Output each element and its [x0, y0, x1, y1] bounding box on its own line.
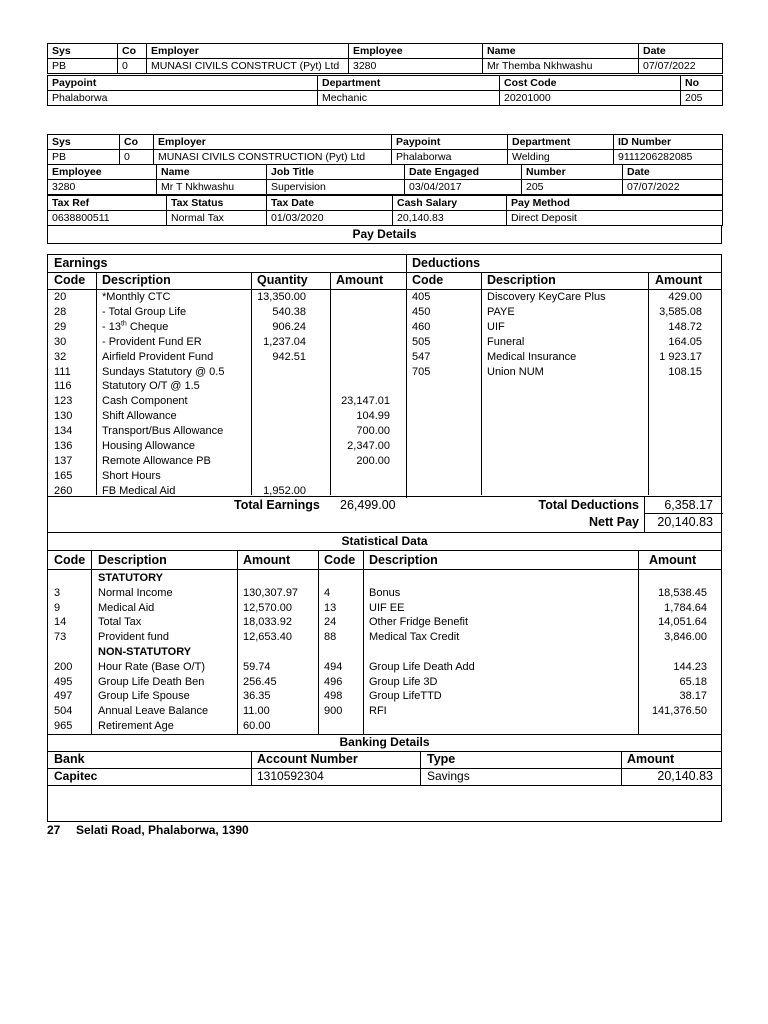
- pay-details-title: Pay Details: [352, 227, 417, 241]
- account-type-header: Type: [427, 752, 456, 766]
- stat-description: Medical Tax Credit: [369, 631, 460, 644]
- detail-value-employer: MUNASI CIVILS CONSTRUCTION (Pyt) Ltd: [154, 150, 392, 165]
- statistical-row: [48, 630, 318, 645]
- stat-col-code-right: Code: [324, 553, 356, 567]
- deduction-code: 405: [412, 291, 431, 303]
- detail-value-tax-date: 01/03/2020: [267, 211, 393, 226]
- stat-code: 3: [54, 586, 61, 599]
- earning-description: [102, 350, 213, 364]
- header-date: Date: [639, 44, 723, 59]
- stat-code: 496: [324, 675, 343, 688]
- stat-col-code-left: Code: [54, 553, 86, 567]
- address-number: 27: [47, 823, 61, 837]
- deduction-code: 705: [412, 365, 431, 378]
- stat-col-amount-left: Amount: [243, 553, 291, 567]
- stat-code: 965: [54, 720, 73, 732]
- stat-description: Group Life 3D: [369, 675, 438, 688]
- stat-amount: 3,846.00: [664, 631, 707, 644]
- bank-amount-header: Amount: [627, 752, 675, 766]
- stat-amount: 59.74: [243, 660, 271, 673]
- stat-code: 494: [324, 660, 343, 673]
- employee-paypoint-table: [47, 75, 723, 106]
- earning-description: [102, 469, 161, 483]
- detail-header-id-number: ID Number: [614, 135, 723, 150]
- stat-description: Retirement Age: [98, 720, 174, 732]
- earning-description-suffix: Cheque: [126, 320, 169, 333]
- detail-header-cash-salary: Cash Salary: [393, 196, 507, 211]
- earning-description: [102, 379, 200, 393]
- detail-value-tax-status: Normal Tax: [167, 211, 267, 226]
- earnings-row: [48, 290, 406, 305]
- value-paypoint: Phalaborwa: [48, 91, 318, 106]
- value-employee: 3280: [349, 59, 483, 74]
- statistical-row: [48, 601, 318, 616]
- value-co: 0: [118, 59, 147, 74]
- earnings-col-description: Description: [102, 273, 171, 287]
- earnings-row: [48, 365, 406, 380]
- employee-summary-table: [47, 43, 723, 74]
- stat-description: Annual Leave Balance: [98, 705, 209, 718]
- stat-amount: 38.17: [679, 690, 707, 703]
- employee-job-table: [47, 164, 723, 195]
- detail-header-date-engaged: Date Engaged: [405, 165, 522, 180]
- deductions-row: [406, 320, 723, 335]
- earnings-row: [48, 394, 406, 409]
- statistical-row: [318, 601, 723, 616]
- earning-description: [102, 409, 177, 423]
- earning-quantity: 540.38: [272, 305, 306, 318]
- detail-value-job-title: Supervision: [267, 180, 405, 195]
- account-number-value: 1310592304: [257, 769, 324, 783]
- deduction-description: Medical Insurance: [487, 350, 577, 363]
- stat-description: STATUTORY: [98, 572, 163, 584]
- value-sys: PB: [48, 59, 118, 74]
- detail-value-date-engaged: 03/04/2017: [405, 180, 522, 195]
- detail-header-row-2: [48, 165, 723, 180]
- value-no: 205: [681, 91, 723, 106]
- detail-value-employee: 3280: [48, 180, 157, 195]
- earnings-row: [48, 484, 406, 499]
- stat-code: 900: [324, 705, 343, 718]
- stat-amount: 141,376.50: [651, 705, 707, 718]
- earning-description-text: Housing Allowance: [102, 440, 195, 452]
- earning-code: 32: [54, 350, 67, 363]
- account-number-header: Account Number: [257, 752, 358, 766]
- deduction-code: 505: [412, 335, 431, 348]
- stat-code: 9: [54, 601, 61, 614]
- detail-value-id-number: 9111206282085: [614, 150, 723, 165]
- deductions-title: Deductions: [412, 256, 481, 270]
- stat-code: 497: [54, 690, 73, 703]
- stat-code: 498: [324, 690, 343, 703]
- earning-quantity: 906.24: [272, 320, 306, 333]
- statistical-row: [318, 586, 723, 601]
- deduction-amount: 1 923.17: [659, 350, 702, 363]
- deduction-code: 547: [412, 350, 431, 363]
- detail-header-date: Date: [623, 165, 723, 180]
- bank-amount-value: 20,140.83: [657, 769, 713, 783]
- earnings-row: [48, 424, 406, 439]
- stat-code: 504: [54, 705, 73, 718]
- total-earnings-label: Total Earnings: [234, 498, 320, 512]
- value-employer: MUNASI CIVILS CONSTRUCT (Pyt) Ltd: [147, 59, 349, 74]
- stat-description: Group Life Death Add: [369, 660, 475, 673]
- earnings-col-amount: Amount: [336, 273, 384, 287]
- earnings-row: [48, 469, 406, 484]
- stat-amount: 36.35: [243, 690, 271, 703]
- deduction-description: UIF: [487, 320, 505, 333]
- earning-amount: 104.99: [356, 410, 390, 423]
- stat-description: Medical Aid: [98, 601, 155, 614]
- total-deductions-value: 6,358.17: [664, 498, 713, 512]
- nett-pay-label: Nett Pay: [588, 515, 639, 529]
- earning-code: 260: [54, 484, 73, 497]
- deduction-description: Union NUM: [487, 365, 544, 378]
- earning-description: [102, 290, 170, 304]
- earnings-col-code: Code: [54, 273, 86, 287]
- address-street: Selati Road, Phalaborwa, 1390: [76, 823, 249, 837]
- earnings-col-quantity: Quantity: [257, 273, 308, 287]
- earning-amount: 2,347.00: [347, 440, 390, 452]
- detail-header-name: Name: [157, 165, 267, 180]
- detail-header-employee: Employee: [48, 165, 157, 180]
- detail-header-tax-date: Tax Date: [267, 196, 393, 211]
- stat-description: NON-STATUTORY: [98, 646, 192, 658]
- detail-header-co: Co: [120, 135, 154, 150]
- statistical-data-section: [47, 532, 722, 735]
- earning-description-text: - Total Group Life: [102, 305, 187, 318]
- stat-description: Provident fund: [98, 631, 169, 644]
- detail-header-tax-status: Tax Status: [167, 196, 267, 211]
- stat-description: Hour Rate (Base O/T): [98, 660, 205, 673]
- header-department: Department: [318, 76, 500, 91]
- earning-description-text: Statutory O/T @ 1.5: [102, 380, 200, 393]
- stat-description: Other Fridge Benefit: [369, 616, 469, 629]
- stat-amount: 1,784.64: [664, 601, 707, 614]
- earning-code: 134: [54, 425, 73, 438]
- detail-value-pay-method: Direct Deposit: [507, 211, 723, 226]
- earning-description-text: Sundays Statutory @ 0.5: [102, 365, 225, 378]
- deduction-code: 460: [412, 320, 431, 333]
- employee-detail-table: [47, 134, 723, 165]
- earning-description-text: Airfield Provident Fund: [102, 350, 214, 363]
- detail-header-department: Department: [508, 135, 614, 150]
- earning-description: [102, 439, 195, 453]
- statistical-row: [48, 615, 318, 630]
- earning-code: 20: [54, 291, 67, 303]
- bank-name-value: Capitec: [54, 769, 98, 783]
- detail-header-number: Number: [522, 165, 623, 180]
- deduction-description: Discovery KeyCare Plus: [487, 291, 606, 303]
- deduction-amount: 148.72: [668, 320, 702, 333]
- statistical-row: [48, 645, 318, 660]
- earning-code: 123: [54, 395, 73, 408]
- detail-value-cash-salary: 20,140.83: [393, 211, 507, 226]
- earning-description-text: Remote Allowance PB: [102, 454, 211, 467]
- banking-details-section: [47, 734, 722, 822]
- earning-description: [102, 365, 224, 379]
- statistical-row: [318, 571, 723, 586]
- statistical-row: [48, 704, 318, 719]
- deductions-col-code: Code: [412, 273, 444, 287]
- detail-header-job-title: Job Title: [267, 165, 405, 180]
- deductions-row: [406, 290, 723, 305]
- header-employee: Employee: [349, 44, 483, 59]
- detail-value-tax-ref: 0638800511: [48, 211, 167, 226]
- statistical-row: [318, 675, 723, 690]
- deductions-col-description: Description: [487, 273, 556, 287]
- statistical-row: [318, 645, 723, 660]
- summary-header-row: [48, 44, 723, 59]
- deduction-description: Funeral: [487, 335, 525, 348]
- earning-description-superscript: th: [120, 320, 127, 328]
- earnings-row: [48, 335, 406, 350]
- stat-col-desc-left: Description: [98, 553, 167, 567]
- earning-quantity: 13,350.00: [257, 291, 306, 303]
- bank-header: Bank: [54, 752, 85, 766]
- total-earnings-value: 26,499.00: [340, 498, 396, 512]
- earning-description: [102, 320, 168, 334]
- paypoint-header-row: [48, 76, 723, 91]
- earnings-deductions-section: [47, 254, 722, 533]
- earning-description: [102, 424, 223, 438]
- stat-amount: 18,033.92: [243, 616, 292, 629]
- deduction-code: 450: [412, 305, 431, 318]
- earnings-row: [48, 379, 406, 394]
- statistical-row: [48, 719, 318, 734]
- detail-header-row-3: [48, 196, 723, 211]
- stat-amount: 11.00: [243, 705, 270, 718]
- statistical-row: [318, 704, 723, 719]
- stat-amount: 65.18: [679, 675, 707, 688]
- statistical-title: Statistical Data: [341, 534, 428, 548]
- statistical-row: [318, 630, 723, 645]
- detail-header-tax-ref: Tax Ref: [48, 196, 167, 211]
- earning-description: [102, 335, 202, 349]
- header-name: Name: [483, 44, 639, 59]
- earning-quantity: 1,952.00: [263, 484, 306, 497]
- detail-header-pay-method: Pay Method: [507, 196, 723, 211]
- earning-description-text: Cash Component: [102, 395, 188, 408]
- detail-value-paypoint: Phalaborwa: [392, 150, 508, 165]
- deduction-amount: 3,585.08: [659, 305, 702, 318]
- earning-code: 116: [54, 380, 72, 393]
- stat-description: Total Tax: [98, 616, 142, 629]
- stat-description: Group Life Spouse: [98, 690, 190, 703]
- deduction-amount: 429.00: [668, 291, 702, 303]
- stat-description: Group Life Death Ben: [98, 675, 205, 688]
- stat-code: 88: [324, 631, 337, 644]
- paypoint-value-row: [48, 91, 723, 106]
- employee-tax-table: [47, 195, 723, 226]
- earning-quantity: 1,237.04: [263, 335, 306, 348]
- earnings-row: [48, 454, 406, 469]
- statistical-row: [318, 660, 723, 675]
- banking-title: Banking Details: [339, 735, 430, 749]
- statistical-row: [48, 571, 318, 586]
- detail-value-row-2: [48, 180, 723, 195]
- earning-description-text: FB Medical Aid: [102, 484, 176, 497]
- value-department: Mechanic: [318, 91, 500, 106]
- stat-description: Normal Income: [98, 586, 173, 599]
- header-co: Co: [118, 44, 147, 59]
- stat-amount: 12,570.00: [243, 601, 292, 614]
- earning-description: [102, 394, 188, 408]
- header-no: No: [681, 76, 723, 91]
- earning-code: 30: [54, 335, 67, 348]
- stat-code: 14: [54, 616, 67, 629]
- earnings-row: [48, 409, 406, 424]
- earning-code: 28: [54, 305, 67, 318]
- earning-code: 136: [54, 440, 73, 452]
- earning-description: [102, 484, 175, 498]
- detail-header-paypoint: Paypoint: [392, 135, 508, 150]
- earning-code: 130: [54, 410, 73, 423]
- stat-description: UIF EE: [369, 601, 405, 614]
- nett-pay-value: 20,140.83: [657, 515, 713, 529]
- value-cost-code: 20201000: [500, 91, 681, 106]
- earning-description-text: - 13: [102, 320, 121, 333]
- statistical-row: [48, 586, 318, 601]
- deductions-row: [406, 350, 723, 365]
- statistical-row: [48, 675, 318, 690]
- detail-value-number: 205: [522, 180, 623, 195]
- earnings-row: [48, 439, 406, 454]
- earning-amount: 700.00: [356, 425, 390, 438]
- earning-description: [102, 305, 186, 319]
- earning-description-text: Short Hours: [102, 469, 161, 482]
- earnings-row: [48, 350, 406, 365]
- earning-description-text: - Provident Fund ER: [102, 335, 202, 348]
- detail-value-department: Welding: [508, 150, 614, 165]
- stat-code: 200: [54, 660, 73, 673]
- stat-code: 73: [54, 631, 67, 644]
- stat-code: 495: [54, 675, 73, 688]
- detail-header-sys: Sys: [48, 135, 120, 150]
- stat-amount: 12,653.40: [243, 631, 292, 644]
- earning-amount: 23,147.01: [341, 395, 390, 408]
- header-cost-code: Cost Code: [500, 76, 681, 91]
- stat-amount: 144.23: [673, 660, 707, 673]
- statistical-row: [318, 615, 723, 630]
- stat-col-amount-right: Amount: [649, 553, 697, 567]
- earning-description-text: Shift Allowance: [102, 410, 177, 423]
- header-paypoint: Paypoint: [48, 76, 318, 91]
- stat-code: 24: [324, 616, 337, 629]
- earning-description: [102, 454, 211, 468]
- summary-value-row: [48, 59, 723, 74]
- header-employer: Employer: [147, 44, 349, 59]
- earnings-row: [48, 305, 406, 320]
- earning-code: 137: [54, 454, 73, 467]
- statistical-row: [48, 689, 318, 704]
- detail-value-name: Mr T Nkhwashu: [157, 180, 267, 195]
- earning-amount: 200.00: [356, 454, 390, 467]
- stat-amount: 130,307.97: [243, 586, 299, 599]
- detail-value-sys: PB: [48, 150, 120, 165]
- earning-code: 29: [54, 320, 67, 333]
- earning-description-text: *Monthly CTC: [102, 291, 171, 303]
- detail-value-row-1: [48, 150, 723, 165]
- earnings-row: [48, 320, 406, 335]
- stat-description: RFI: [369, 705, 387, 718]
- header-sys: Sys: [48, 44, 118, 59]
- deduction-amount: 164.05: [668, 335, 702, 348]
- stat-description: Group LifeTTD: [369, 690, 442, 703]
- detail-value-row-3: [48, 211, 723, 226]
- value-name: Mr Themba Nkhwashu: [483, 59, 639, 74]
- pay-details-banner: [47, 226, 722, 244]
- earning-description-text: Transport/Bus Allowance: [102, 425, 224, 438]
- earning-code: 111: [54, 365, 71, 378]
- detail-header-row-1: [48, 135, 723, 150]
- earning-code: 165: [54, 469, 73, 482]
- statistical-row: [48, 660, 318, 675]
- stat-amount: 60.00: [243, 720, 271, 732]
- detail-header-employer: Employer: [154, 135, 392, 150]
- deductions-row: [406, 305, 723, 320]
- value-date: 07/07/2022: [639, 59, 723, 74]
- stat-col-desc-right: Description: [369, 553, 438, 567]
- deduction-description: PAYE: [487, 305, 515, 318]
- statistical-row: [318, 719, 723, 734]
- deductions-row: [406, 365, 723, 380]
- stat-description: Bonus: [369, 586, 401, 599]
- stat-amount: 18,538.45: [658, 586, 707, 599]
- earnings-title: Earnings: [54, 256, 108, 270]
- deduction-amount: 108.15: [668, 365, 702, 378]
- stat-amount: 256.45: [243, 675, 277, 688]
- stat-amount: 14,051.64: [658, 616, 707, 629]
- earning-quantity: 942.51: [272, 350, 306, 363]
- detail-value-co: 0: [120, 150, 154, 165]
- total-deductions-label: Total Deductions: [538, 498, 639, 512]
- deductions-col-amount: Amount: [655, 273, 703, 287]
- deductions-row: [406, 335, 723, 350]
- account-type-value: Savings: [427, 769, 470, 783]
- stat-code: 4: [324, 586, 331, 599]
- stat-code: 13: [324, 601, 337, 614]
- statistical-row: [318, 689, 723, 704]
- detail-value-date: 07/07/2022: [623, 180, 723, 195]
